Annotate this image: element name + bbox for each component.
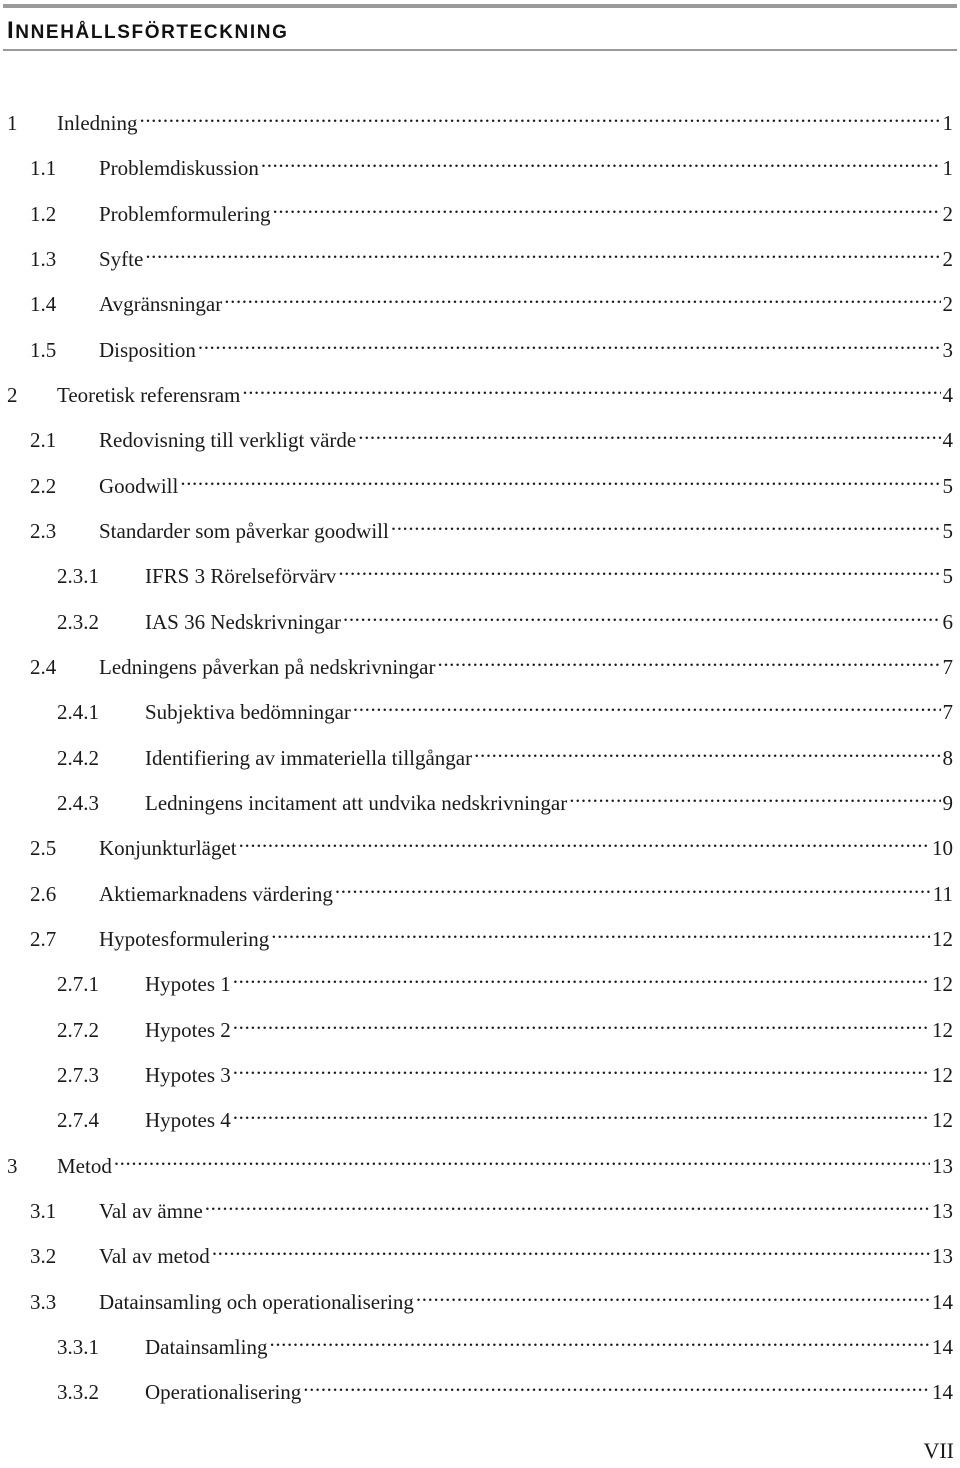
toc-entry-title: Subjektiva bedömningar	[145, 700, 351, 724]
toc-entry-number: 1.5	[30, 338, 57, 362]
toc-entry-number: 2.3.2	[57, 610, 99, 634]
toc-entry-title: Operationalisering	[145, 1380, 302, 1404]
toc-entry-page: 5	[942, 474, 953, 498]
toc-entry[interactable]	[30, 916, 953, 951]
toc-entry-page: 11	[932, 882, 953, 906]
toc-entry[interactable]	[57, 961, 953, 996]
toc-entry-page: 14	[932, 1380, 953, 1404]
toc-entry-title: Aktiemarknadens värdering	[99, 882, 333, 906]
dot-leader	[391, 508, 941, 538]
toc-entry-title: Val av metod	[99, 1244, 210, 1268]
toc-entry-number: 2.7.2	[57, 1018, 99, 1042]
dot-leader	[233, 1052, 930, 1082]
toc-entry[interactable]	[30, 825, 953, 860]
toc-entry[interactable]	[57, 1369, 953, 1404]
toc-entry[interactable]	[30, 463, 953, 498]
dot-leader	[145, 236, 940, 266]
toc-entry-title: Disposition	[99, 338, 196, 362]
toc-entry-page: 2	[942, 247, 953, 271]
dot-leader	[114, 1143, 930, 1173]
toc-entry-page: 10	[932, 836, 953, 860]
heading-bar	[3, 4, 957, 51]
toc-entry-title: Ledningens incitament att undvika nedskrivningar	[145, 791, 568, 815]
toc-entry[interactable]	[57, 553, 953, 588]
page-number: VII	[923, 1438, 954, 1463]
dot-leader	[353, 689, 941, 719]
toc-entry-number: 2	[7, 383, 18, 407]
toc-entry[interactable]	[7, 372, 953, 407]
toc-entry-page: 12	[932, 1018, 953, 1042]
dot-leader	[272, 191, 940, 221]
toc-entry-page: 13	[932, 1244, 953, 1268]
toc-entry-page: 1	[942, 111, 953, 135]
toc-entry-page: 12	[932, 1063, 953, 1087]
toc-entry-number: 3.3.2	[57, 1380, 99, 1404]
dot-leader	[233, 961, 930, 991]
toc-entry-page: 2	[942, 292, 953, 316]
toc-entry-number: 3.3.1	[57, 1335, 99, 1359]
toc-entry-page: 13	[932, 1154, 953, 1178]
toc-entry-number: 3.3	[30, 1290, 57, 1314]
toc-entry-title: Hypotes 3	[145, 1063, 231, 1087]
toc-entry-number: 2.6	[30, 882, 57, 906]
dot-leader	[271, 916, 930, 946]
toc-entry-page: 1	[942, 156, 953, 180]
toc-entry[interactable]	[30, 236, 953, 271]
toc-entry-page: 4	[942, 383, 953, 407]
dot-leader	[437, 644, 940, 674]
toc-entry-number: 2.4.1	[57, 700, 99, 724]
toc-entry-number: 2.7.4	[57, 1108, 99, 1132]
dot-leader	[338, 553, 940, 583]
dot-leader	[269, 1324, 930, 1354]
toc-entry-page: 13	[932, 1199, 953, 1223]
toc-entry-number: 2.5	[30, 836, 57, 860]
toc-entry-title: Datainsamling och operationalisering	[99, 1290, 414, 1314]
toc-entry-title: Hypotes 1	[145, 972, 231, 996]
toc-entry[interactable]	[57, 1097, 953, 1132]
toc-entry-title: Syfte	[99, 247, 144, 271]
toc-entry[interactable]	[30, 145, 953, 180]
toc-entry-page: 3	[942, 338, 953, 362]
toc-entry-number: 2.4.2	[57, 746, 99, 770]
dot-leader	[139, 100, 940, 130]
toc-entry[interactable]	[30, 1279, 953, 1314]
toc-entry-title: Inledning	[57, 111, 138, 135]
dot-leader	[303, 1369, 930, 1399]
toc-entry-title: IFRS 3 Rörelseförvärv	[145, 564, 337, 588]
toc-entry-number: 2.7.1	[57, 972, 99, 996]
dot-leader	[233, 1007, 930, 1037]
toc-entry[interactable]	[30, 1188, 953, 1223]
toc-entry-title: Avgränsningar	[99, 292, 223, 316]
dot-leader	[212, 1233, 930, 1263]
toc-entry-page: 14	[932, 1335, 953, 1359]
toc-entry-title: Hypotesformulering	[99, 927, 270, 951]
dot-leader	[242, 372, 940, 402]
toc-entry[interactable]	[30, 644, 953, 679]
toc-entry-title: Problemdiskussion	[99, 156, 259, 180]
toc-entry-page: 5	[942, 564, 953, 588]
toc-entry-title: Hypotes 4	[145, 1108, 231, 1132]
dot-leader	[343, 599, 941, 629]
toc-entry-number: 2.7.3	[57, 1063, 99, 1087]
toc-entry-title: IAS 36 Nedskrivningar	[145, 610, 341, 634]
toc-entry-title: Metod	[57, 1154, 112, 1178]
toc-entry-page: 9	[942, 791, 953, 815]
dot-leader	[569, 780, 940, 810]
toc-entry[interactable]	[30, 191, 953, 226]
toc-entry-title: Teoretisk referensram	[57, 383, 241, 407]
toc-entry-number: 1	[7, 111, 18, 135]
dot-leader	[416, 1279, 930, 1309]
toc-entry-title: Problemformulering	[99, 202, 271, 226]
toc-entry-page: 8	[942, 746, 953, 770]
toc-entry[interactable]	[57, 689, 953, 724]
toc-entry-title: Konjunkturläget	[99, 836, 237, 860]
toc-entry[interactable]	[57, 1007, 953, 1042]
toc-entry[interactable]	[30, 327, 953, 362]
toc-entry-number: 3	[7, 1154, 18, 1178]
toc-entry[interactable]	[7, 1143, 953, 1178]
dot-leader	[180, 463, 940, 493]
toc-entry-page: 4	[942, 428, 953, 452]
toc-entry-number: 2.2	[30, 474, 57, 498]
toc-entry-title: Standarder som påverkar goodwill	[99, 519, 389, 543]
dot-leader	[239, 825, 930, 855]
toc-entry-title: Goodwill	[99, 474, 179, 498]
toc-entry-title: Val av ämne	[99, 1199, 203, 1223]
toc-entry-title: Datainsamling	[145, 1335, 268, 1359]
dot-leader	[335, 871, 931, 901]
toc-entry[interactable]	[30, 871, 953, 906]
toc-entry[interactable]	[57, 735, 953, 770]
toc-entry-title: Ledningens påverkan på nedskrivningar	[99, 655, 436, 679]
toc-entry-page: 12	[932, 972, 953, 996]
toc-entry-title: Hypotes 2	[145, 1018, 231, 1042]
toc-entry-page: 7	[942, 655, 953, 679]
toc-entry-number: 1.4	[30, 292, 57, 316]
dot-leader	[198, 327, 941, 357]
toc-entry[interactable]	[30, 508, 953, 543]
toc-entry[interactable]	[57, 1324, 953, 1359]
toc-entry-number: 2.1	[30, 428, 57, 452]
toc-entry-page: 5	[942, 519, 953, 543]
page-title-rest: NNEHÅLLSFÖRTECKNING	[15, 22, 289, 43]
dot-leader	[358, 417, 940, 447]
toc-entry[interactable]	[57, 1052, 953, 1087]
toc-entry-page: 12	[932, 927, 953, 951]
dot-leader	[233, 1097, 930, 1127]
toc-entry-number: 1.2	[30, 202, 57, 226]
dot-leader	[224, 281, 940, 311]
toc-entry[interactable]	[7, 100, 953, 135]
toc-entry-number: 3.1	[30, 1199, 57, 1223]
toc-entry[interactable]	[57, 780, 953, 815]
toc-entry-page: 12	[932, 1108, 953, 1132]
dot-leader	[205, 1188, 930, 1218]
dot-leader	[474, 735, 940, 765]
toc-entry-number: 2.4.3	[57, 791, 99, 815]
toc-entry-page: 14	[932, 1290, 953, 1314]
toc-entry-number: 2.7	[30, 927, 57, 951]
toc-entry[interactable]	[30, 417, 953, 452]
toc-entry[interactable]	[30, 1233, 953, 1268]
page-title-initial: I	[7, 17, 16, 44]
toc-entry-title: Identifiering av immateriella tillgångar	[145, 746, 473, 770]
toc-entry-title: Redovisning till verkligt värde	[99, 428, 357, 452]
dot-leader	[261, 145, 941, 175]
toc-entry-page: 7	[942, 700, 953, 724]
page-title	[7, 17, 288, 45]
toc-entry-page: 6	[942, 610, 953, 634]
toc-entry-number: 3.2	[30, 1244, 57, 1268]
toc-entry[interactable]	[57, 599, 953, 634]
toc-entry-number: 1.3	[30, 247, 57, 271]
toc-entry-number: 2.3.1	[57, 564, 99, 588]
toc-entry-page: 2	[942, 202, 953, 226]
toc-entry-number: 1.1	[30, 156, 57, 180]
toc-entry-number: 2.3	[30, 519, 57, 543]
toc-entry-number: 2.4	[30, 655, 57, 679]
toc-entry[interactable]	[30, 281, 953, 316]
